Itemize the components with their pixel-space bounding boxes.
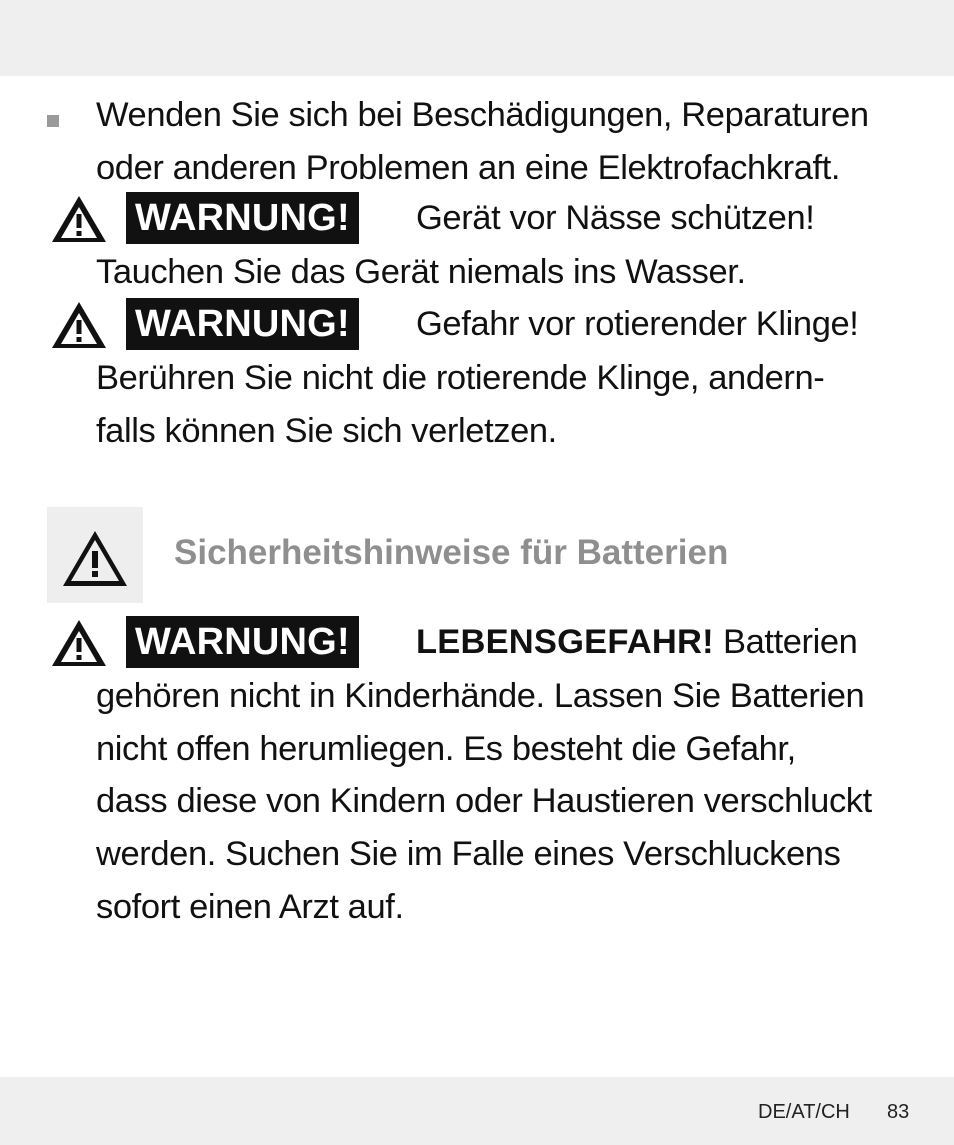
warning-triangle-icon xyxy=(50,618,108,668)
section-icon-box xyxy=(47,507,143,603)
warning-1-line-1: Tauchen Sie das Gerät niemals ins Wasser. xyxy=(96,253,746,291)
life-danger-emphasis: LEBENSGEFAHR! xyxy=(416,623,714,661)
warning-triangle-icon xyxy=(50,300,108,350)
warning-2-line-2: falls können Sie sich verletzen. xyxy=(96,412,557,450)
warning-headline xyxy=(416,620,857,664)
warning-badge: WARNUNG! xyxy=(126,192,359,244)
warning-badge: WARNUNG! xyxy=(126,298,359,350)
top-band xyxy=(0,0,954,76)
section-title: Sicherheitshinweise für Batterien xyxy=(174,533,729,572)
battery-line-1: gehören nicht in Kinderhände. Lassen Sie Batterien xyxy=(96,677,865,715)
warning-2-line-1: Berühren Sie nicht die rotierende Klinge, andern- xyxy=(96,359,825,397)
bullet-marker xyxy=(47,115,59,127)
battery-line-2: nicht offen herumliegen. Es besteht die Gefahr, xyxy=(96,730,796,768)
warning-headline-rest: Batterien xyxy=(722,623,858,661)
warning-row-battery xyxy=(50,616,954,668)
battery-line-5: sofort einen Arzt auf. xyxy=(96,888,404,926)
footer-page-number: 83 xyxy=(887,1101,910,1123)
warning-headline: Gerät vor Nässe schützen! xyxy=(416,199,815,237)
battery-line-3: dass diese von Kindern oder Haustieren verschluckt xyxy=(96,782,872,820)
battery-line-4: werden. Suchen Sie im Falle eines Verschluckens xyxy=(96,835,841,873)
warning-triangle-icon xyxy=(50,194,108,244)
warning-badge: WARNUNG! xyxy=(126,616,359,668)
footer-country-codes: DE/AT/CH xyxy=(758,1101,850,1123)
bullet-line-2: oder anderen Problemen an eine Elektrofachkraft. xyxy=(96,149,841,187)
warning-headline: Gefahr vor rotierender Klinge! xyxy=(416,305,859,343)
warning-triangle-icon xyxy=(61,529,129,589)
bullet-line-1: Wenden Sie sich bei Beschädigungen, Reparaturen xyxy=(96,96,869,134)
